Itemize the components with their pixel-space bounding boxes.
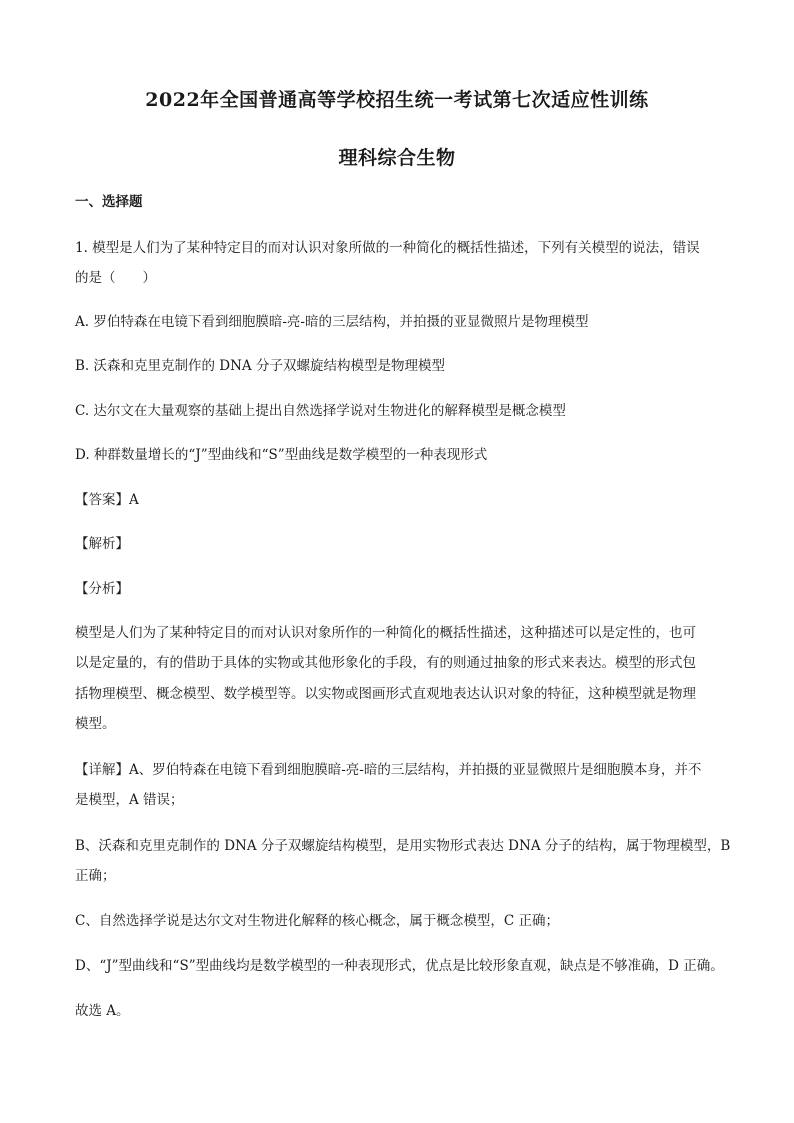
detail-d: D、“J”型曲线和“S”型曲线均是数学模型的一种表现形式，优点是比较形象直观，缺点是不够准确，D 正确。 <box>75 958 724 974</box>
answer-label: 【答案】A <box>75 492 139 508</box>
conclusion: 故选 A。 <box>75 1003 130 1019</box>
option-b: B. 沃森和克里克制作的 DNA 分子双螺旋结构模型是物理模型 <box>75 358 445 374</box>
detail-line-1: 【详解】A、罗伯特森在电镜下看到细胞膜暗-亮-暗的三层结构，并拍摄的亚显微照片是细胞膜本身，并不 <box>75 762 702 778</box>
detail-c: C、自然选择学说是达尔文对生物进化解释的核心概念，属于概念模型，C 正确； <box>75 913 559 929</box>
detail-b-line-2: 正确； <box>75 868 116 884</box>
jiexi-label: 【解析】 <box>75 536 129 552</box>
option-a: A. 罗伯特森在电镜下看到细胞膜暗-亮-暗的三层结构，并拍摄的亚显微照片是物理模型 <box>75 314 589 330</box>
option-d: D. 种群数量增长的“J”型曲线和“S”型曲线是数学模型的一种表现形式 <box>75 447 488 463</box>
question-stem-line-1: 1. 模型是人们为了某种特定目的而对认识对象所做的一种简化的概括性描述，下列有关模型的说法，错误 <box>75 240 700 256</box>
fenxi-paragraph-line-1: 模型是人们为了某种特定目的而对认识对象所作的一种简化的概括性描述，这种描述可以是定性的，也可 <box>75 625 696 641</box>
fenxi-paragraph-line-4: 模型。 <box>75 716 116 732</box>
fenxi-label: 【分析】 <box>75 581 129 597</box>
exam-title: 2022年全国普通高等学校招生统一考试第七次适应性训练 <box>145 89 649 111</box>
question-stem-line-2: 的是（ ） <box>75 270 156 286</box>
detail-b-line-1: B、沃森和克里克制作的 DNA 分子双螺旋结构模型，是用实物形式表达 DNA 分子的结构，属于物理模型，B <box>75 838 731 854</box>
option-c: C. 达尔文在大量观察的基础上提出自然选择学说对生物进化的解释模型是概念模型 <box>75 403 566 419</box>
detail-line-2: 是模型，A 错误； <box>75 792 184 808</box>
fenxi-paragraph-line-2: 以是定量的，有的借助于具体的实物或其他形象化的手段，有的则通过抽象的形式来表达。模型的形式包 <box>75 655 696 671</box>
fenxi-paragraph-line-3: 括物理模型、概念模型、数学模型等。以实物或图画形式直观地表达认识对象的特征，这种模型就是物理 <box>75 686 696 702</box>
section-heading: 一、选择题 <box>75 194 143 210</box>
exam-subtitle: 理科综合生物 <box>338 147 456 169</box>
